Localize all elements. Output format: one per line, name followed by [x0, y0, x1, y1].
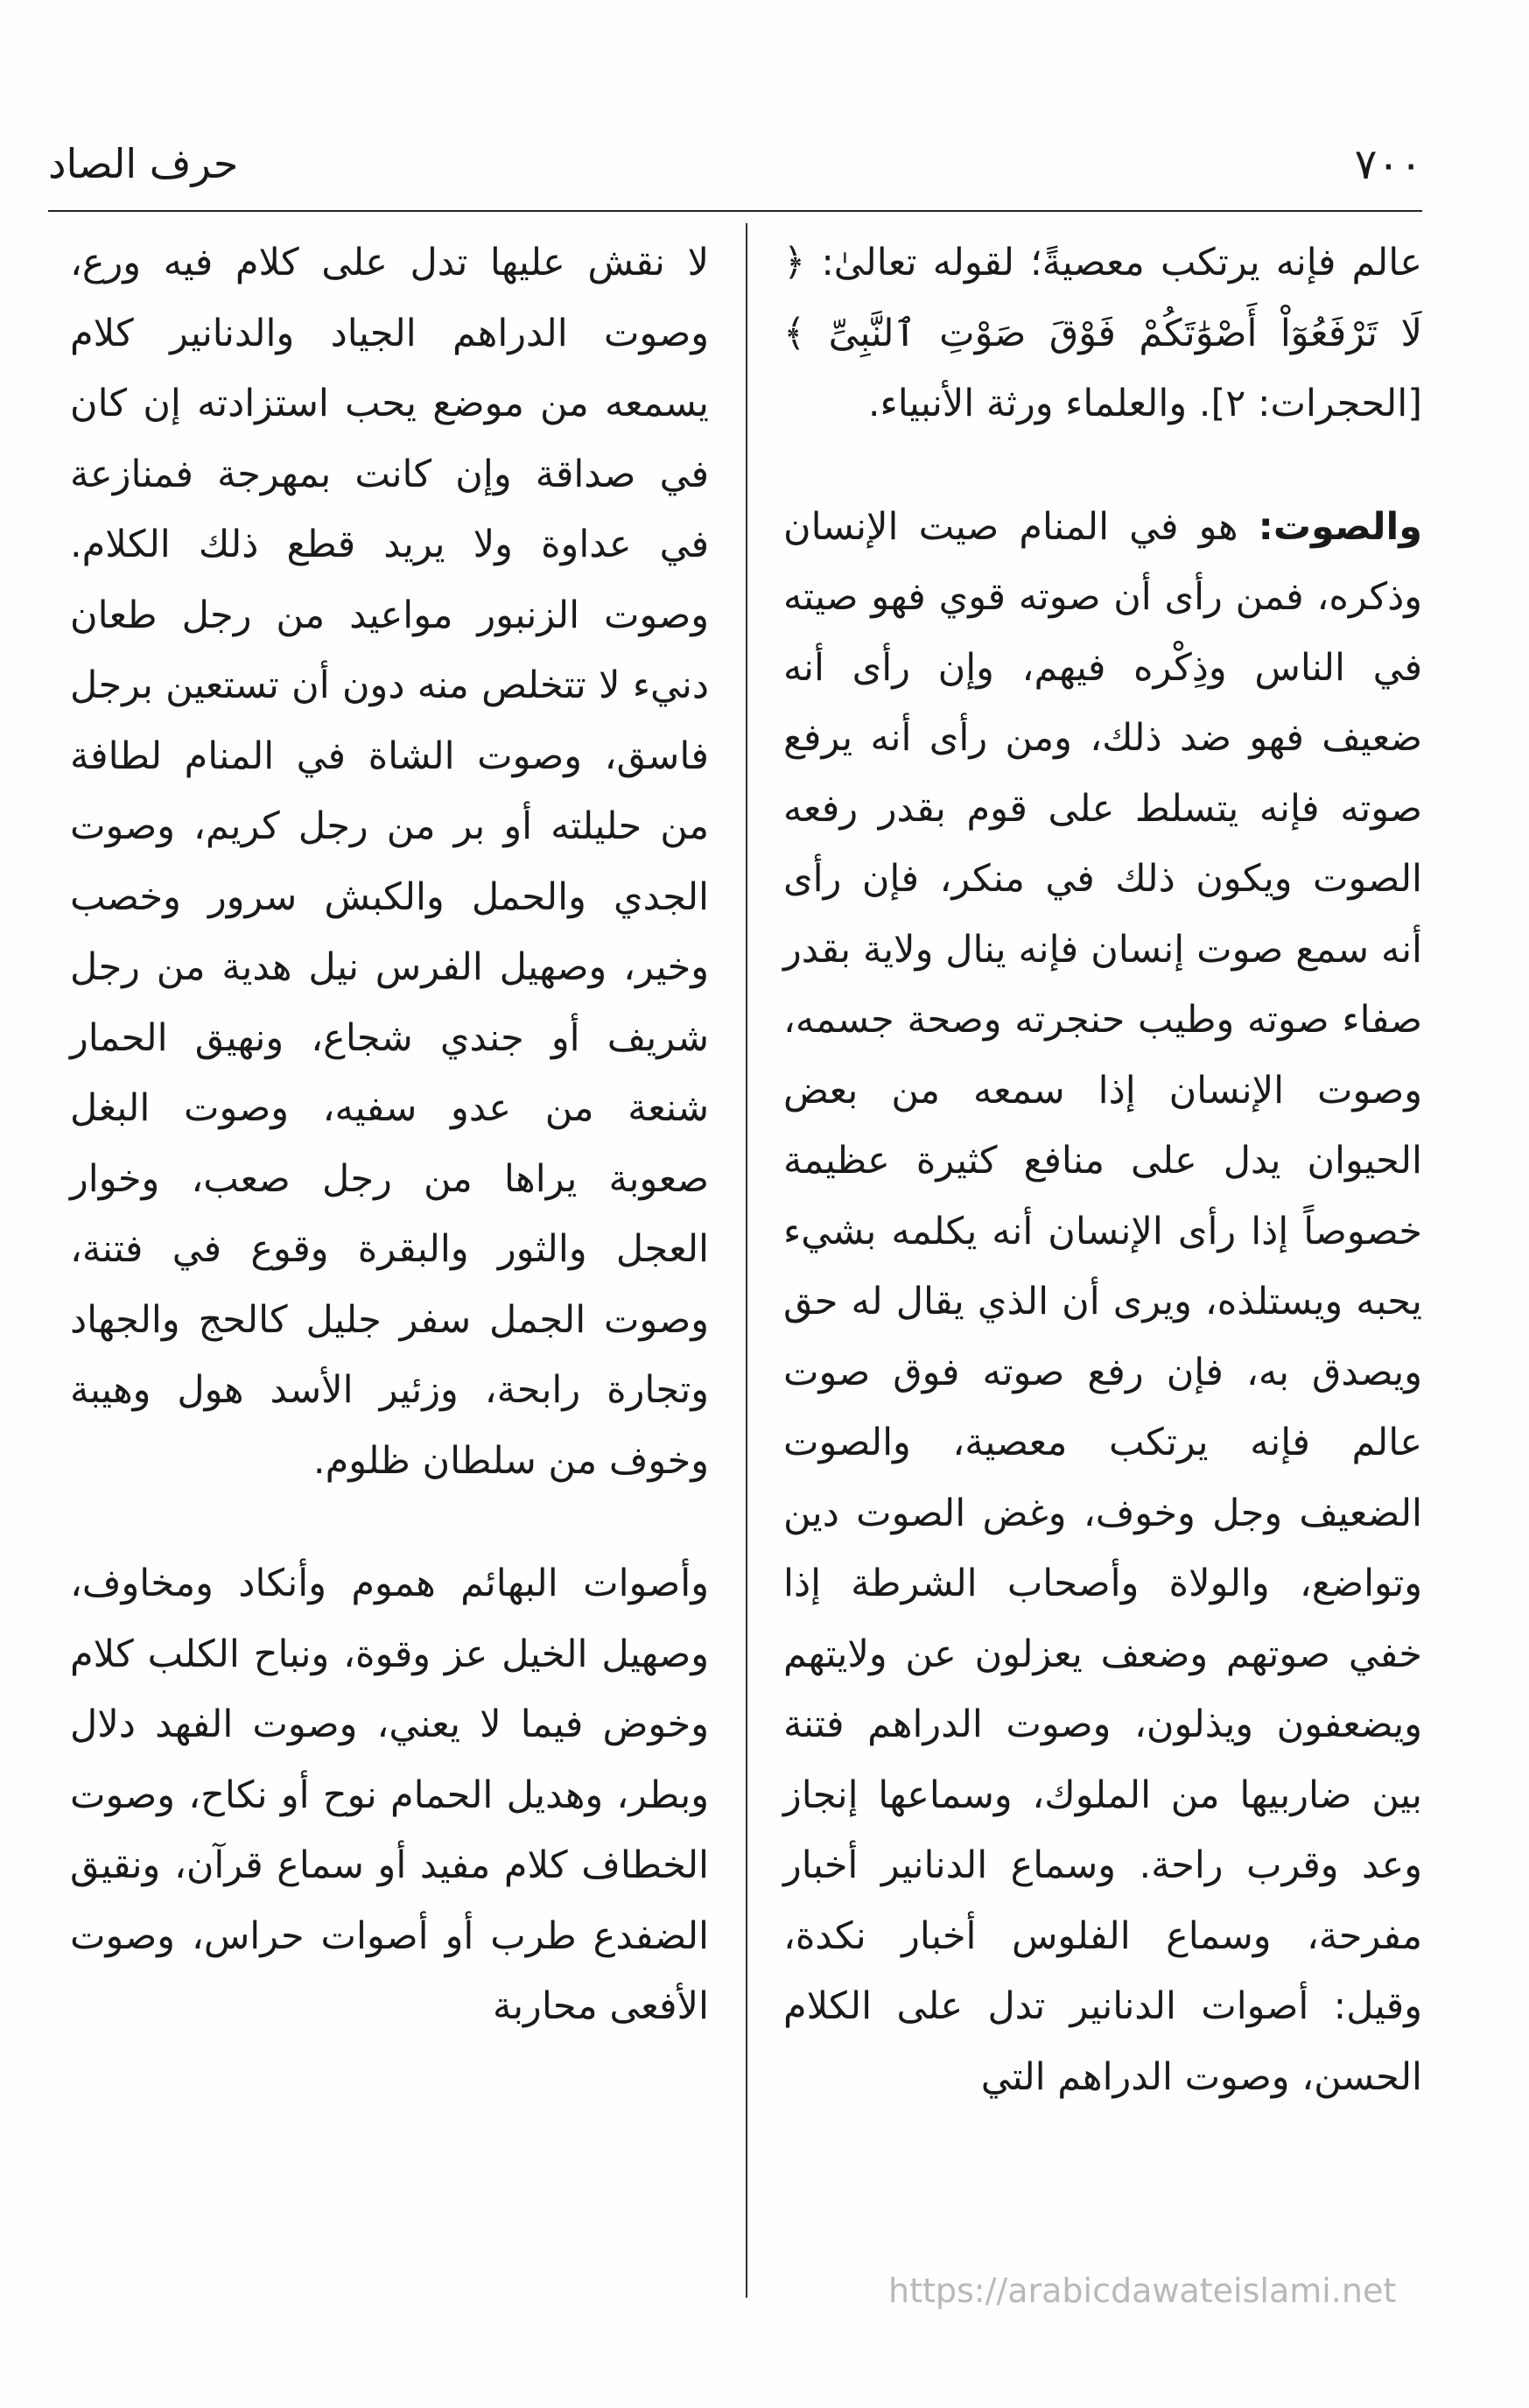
chapter-title: حرف الصاد [48, 140, 239, 187]
page-number: ٧٠٠ [1354, 140, 1422, 189]
entry-term: والصوت: [1258, 504, 1422, 549]
entry-text: هو في المنام صيت الإنسان وذكره، فمن رأى أن صوته قوي فهو صيته في الناس وذِكْره فيهم، وإن رأى أنه ضعيف فهو ضد ذلك، ومن رأى أنه يرفع صوته فإنه يتسلط على قوم بقدر رفعه الصوت ويكون ذلك في منكر، فإن رأى أنه سمع صوت إنسان فإنه ينال ولاية بقدر صفاء صوته وطيب حنجرته وصحة جسمه، وصوت الإنسان إذا سمعه من بعض الحيوان يدل على منافع كثيرة عظيمة خصوصاً إذا رأى الإنسان أنه يكلمه بشيء يحبه ويستلذه، ويرى أن الذي يقال له حق ويصدق به، فإن رفع صوته فوق صوت عالم فإنه يرتكب معصية، والصوت الضعيف وجل وخوف، وغض الصوت دين وتواضع، والولاة وأصحاب الشرطة إذا خفي صوتهم وضعف يعزلون عن ولايتهم ويضعفون ويذلون، وصوت الدراهم فتنة بين ضاربيها من الملوك، وسماعها إنجاز وعد وقرب راحة. وسماع الدنانير أخبار مفرحة، وسماع الفلوس أخبار نكدة، وقيل: أصوات الدنانير تدل على الكلام الحسن، وصوت الدراهم التي [783, 504, 1422, 2099]
header-rule [48, 210, 1422, 212]
paragraph-gap [783, 439, 1422, 492]
left-column [70, 228, 709, 2042]
column-divider [746, 223, 747, 2298]
left-paragraph-1: لا نقش عليها تدل على كلام فيه ورع، وصوت الدراهم الجياد والدنانير كلام يسمعه من موضع يحب استزادته إن كان في صداقة وإن كانت بمهرجة فمنازعة في عداوة ولا يريد قطع ذلك الكلام. وصوت الزنبور مواعيد من رجل طعان دنيء لا تتخلص منه دون أن تستعين برجل فاسق، وصوت الشاة في المنام لطافة من حليلته أو بر من رجل كريم، وصوت الجدي والحمل والكبش سرور وخصب وخير، وصهيل الفرس نيل هدية من رجل شريف أو جندي شجاع، ونهيق الحمار شنعة من عدو سفيه، وصوت البغل صعوبة يراها من رجل صعب، وخوار العجل والثور والبقرة وقوع في فتنة، وصوت الجمل سفر جليل كالحج والجهاد وتجارة رابحة، وزئير الأسد هول وهيبة وخوف من سلطان ظلوم. [70, 241, 709, 1483]
left-paragraph-2: وأصوات البهائم هموم وأنكاد ومخاوف، وصهيل الخيل عز وقوة، ونباح الكلب كلام وخوض فيما لا يعني، وصوت الفهد دلال وبطر، وهديل الحمام نوح أو نكاح، وصوت الخطاف كلام مفيد أو سماع قرآن، ونقيق الضفدع طرب أو أصوات حراس، وصوت الأفعى محاربة [70, 1562, 709, 2028]
watermark-url: https://arabicdawateislami.net [888, 2271, 1397, 2310]
right-paragraph-1: عالم فإنه يرتكب معصيةً؛ لقوله تعالىٰ: ﴿ لَا تَرْفَعُوٓاْ أَصْوَٰتَكُمْ فَوْقَ صَوْتِ ٱلنَّبِىِّ ﴾ [الحجرات: ٢]. والعلماء ورثة الأنبياء. [783, 241, 1422, 425]
right-column [783, 228, 1422, 2112]
page-header [48, 140, 1422, 210]
paragraph-gap [70, 1496, 709, 1548]
right-paragraph-2 [783, 492, 1422, 2113]
